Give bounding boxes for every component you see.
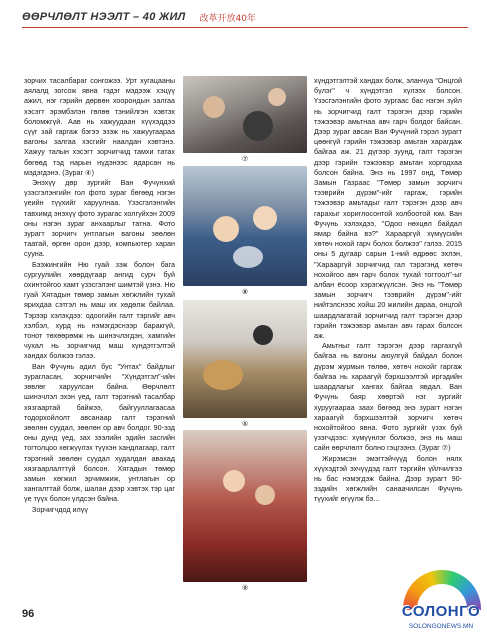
- header-title: ӨӨРЧЛӨЛТ НЭЭЛТ – 40 ЖИЛ: [22, 11, 186, 23]
- photo-children-sleeper-car: [183, 166, 307, 286]
- figure-number: ⑤: [241, 420, 249, 428]
- solongo-logo: [395, 570, 487, 642]
- photo-guide-dog-platform: [183, 300, 307, 418]
- page-number: 96: [22, 608, 35, 620]
- logo-url: SOLONGONEWS.MN: [408, 623, 474, 630]
- figure-number: ⑦: [241, 155, 249, 163]
- paragraph: Ван Фучүнь адил бус "Унтах" байдлыг зурагласан, зорчигчийн "Хүндэтгэл"-ийн зөвлөг харуулсан байна. Өөрчлөлт шинэчлэл эхэн үед, галт тэрэгний тасалбар хязгаартай байжээ, байгууллагаасаа тодорхойлолт авсанаар галт тэрэгний зөөлөн суудал, зөөлөн ор авч болдог. 90-эзд оны дунд үед, зах зээлийн эдийн засгийн тогтолцоо хөгжүүлэх түүхэн хандлагаар, галт тэрэгний зөөлөн суудал худалдан авахад хязгаарлалттүй болсон. Хятадын төмөр замын хөгжил эрчимжиж, унтлагын ор хангалттай болж, шалан дээр хэвтэх тэр цаг үе түүх болон үлдсэн байна.: [24, 361, 175, 504]
- photo-train-interior-woman: [183, 430, 307, 582]
- paragraph: хүндэтгэлтэй хандах болж, эланчуа "Онцгой бүлэг" ч хүндэтгэл хүлээх болсон. Үзэсгэлэнгийн фото зургаас бас нэгэн зүйл нь зорчигчид галт тэрэгэн дээр гэрийн тэжээвэр амьтнаа авч гарч болдог байсан. Дээр зураг авсан Ван Фучүний гэрэл зурагт цөөнгүй гэрийн тэжээвэр амьтан харагдаж байгаа аж. 21 дүгээр зуунд, галт тэрэгэн дээр гэрийн тэжээвэр амьтан хоргодхаа болсон байна. Энэ нь 1997 онд, Төмөр Замын Газраас "Төмөр замын зорчигч тээврийн дүрэм"-ийг гаргаж, гэрийн тэжээвэр амьтадыг галт тэрэгэн дээр авч гарахыг хориглосонтой холбоотой юм. Ван Фучүнь хэлэхдээ, "Одоо нөхцөл байдал ямар байна вэ?" Харааргүй хүмүүсийн хөтөч нохой гарч болох болжээ" гэлээ. 2015 оны 5 дугаар сарын 1-ний өдрөөс эхлэн, "Харааргүй зорчигчид гал тэрэгэнд хөтөч нохойгоо авч гарч болох тухай тогтоол"-ыг албан ёсоор хэрэгжүүлсэн. Энэ нь "Төмөр замын зорчигч тээврийн дүрэм"-ийг нийтэлснээс хойш 20 жилийн дараа, онцгой шаардлагатай зорчигчид галт тэрэгэн дээр гэрийн тэжээвэр амьтан авч гарах болсон аж.: [314, 76, 462, 341]
- page-header: [22, 8, 468, 26]
- paragraph: Бээжингийн Ню гуай зэж болон бага сургуулийн хөөрдүгаар ангид сурч буй охинтойгоо хамт үзэсгэлэнг шимтэй үзнэ. Ню гуай Хятадын төмөр замын хөгжлийн тухай ярихдаа сэтгэл нь маш их хөдөлж байлаа. Тэрээр хэлэхдээ: одоогийн галт тэргийг авч хэлбэл, хурд нь нэмэгдэснээр баракгүй, тонот төхөөрөмж нь шинэчлэгдэн, хамгийн чухал нь зорчигчид маш хүндэтгэлтэй хандах болжээ гэлээ.: [24, 259, 175, 361]
- text-column-left: [24, 76, 175, 628]
- paragraph: зорчих тасалбараг сонгожээ. Урт хугацааны аялалд зогсож явна гэдэг мэдээж хэцүү ажил, нэг гэрийн дөрвөн хоорондын залгаа хэсэгт эрэмбэлэн гөлөө тэнийлгэн хэвтэх боломжгүй. Аав нь хажуудаан хүүхэддээ сүүг зай гаргаж бэгээ эзэж нь хажуугаараа вагоны залгаа хэсгийг наалдан хэвтэнэ. Хажуу талын хэсэгт зорчигчид тамхи татах бөгөөд тэд нарын нүдэнээс ядарсан нь мэдэгдэнэ. (Зураг ④): [24, 76, 175, 177]
- photo-train-passengers: [183, 76, 307, 153]
- figure-number: ⑨: [241, 584, 249, 592]
- text-column-right: [314, 76, 462, 636]
- paragraph: Энэхүү дөр зургийг Ван Фучүнхий үзэсгэлэнгийн гол фото зураг бөгөөд нэгэн үеийн түүхийг харуулнаа. Үзэсгэлэнгийн тавхимд энэхүү фото зурагас холгуйхэн 2009 оны нэгэн зураг анхаарлыг татна. Фото зурагт зорчигч унтлагын вагоны зөөлөн таатай, өргөн орон дээр, компьютер харан сууна.: [24, 178, 175, 259]
- header-subtitle-cn: 改革开放40年: [199, 13, 256, 24]
- paragraph: Зорчигчдод илүү: [32, 504, 88, 514]
- paragraph: Жирэмсэн эмэгтэйчүүд болон нялх хүүхэдтэй эхчүүдэд галт тэргийн үйлчилгээ нь бас нэмэгдэж байна. Дээр зурагт 90-эздийн хөгжлийн санаачилсан Фучүнь түүхийг өгүүлж бэ...: [314, 453, 462, 504]
- figure-number: ⑧: [241, 288, 249, 296]
- header-divider: [22, 27, 468, 28]
- paragraph: Амьтныг галт тэрэгэн дээр гаргахгүй байгаа нь вагоны аюулгүй байдал болон дүрэм журмын төлөө, хөтөч нохойг гаргаж байгаа нь хараагүй бэрхшээлтэй иргэдийн шаардлагыг хангах байгаа явдал. Ван Фучүнь баяр хөөртэй нэг зургийг хуруугаараа заах бөгөөд энэ зурагт нэгэн хараагүй бэрхшээлтэй зорчигч хөтөч нохойтойгоо явна. Фото зургийг үзэх буй үзэгчдээс: хүмүүнлэг болжээ, энэ нь маш сайн өөрчлөлт болно гэцгээнэ. (Зураг ⑦): [314, 341, 462, 453]
- logo-text: СОЛОНГО: [401, 603, 481, 620]
